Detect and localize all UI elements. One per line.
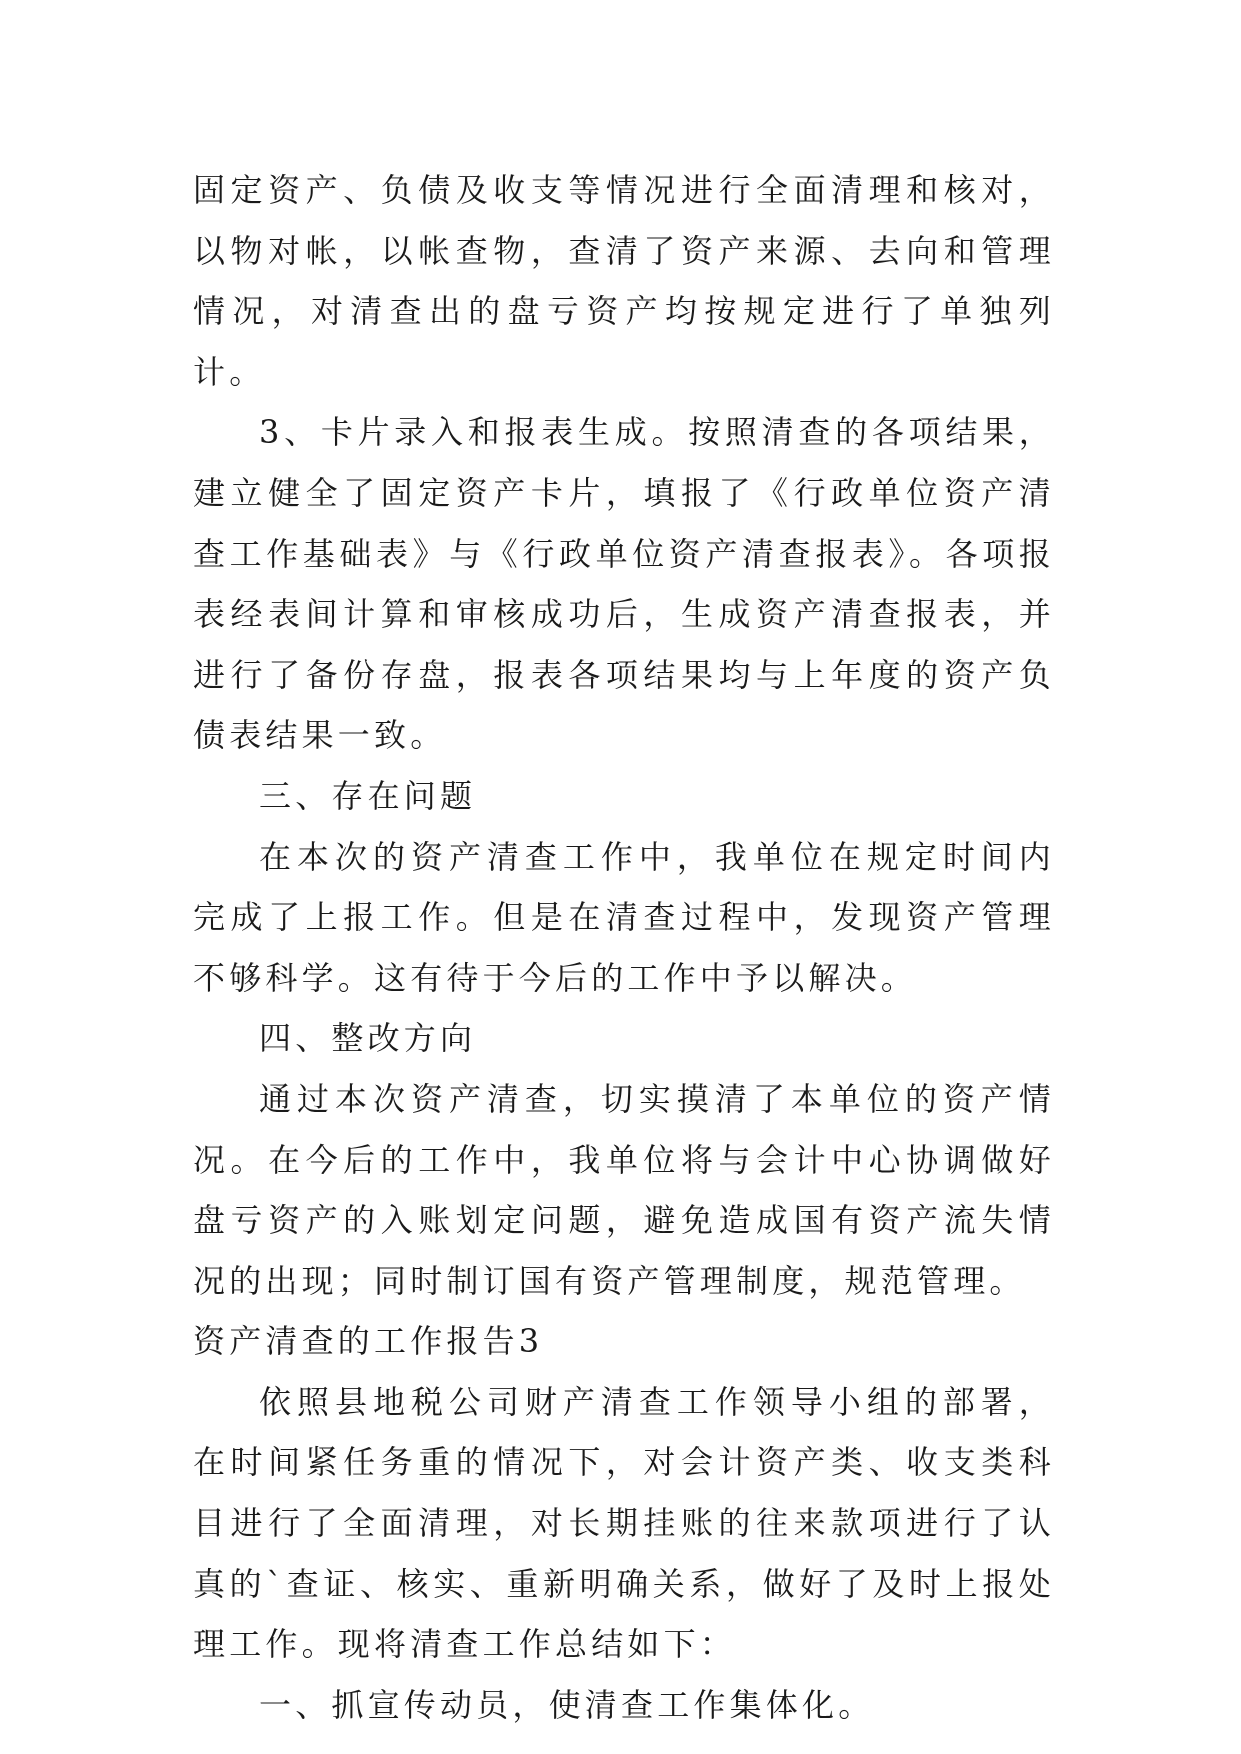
paragraph-asset-verification: 固定资产、负债及收支等情况进行全面清理和核对，以物对帐，以帐查物，查清了资产来源、去向和管理情况，对清查出的盘亏资产均按规定进行了单独列计。 — [193, 171, 1055, 391]
report-title: 资产清查的工作报告3 — [193, 1322, 544, 1361]
paragraph-rectification: 通过本次资产清查，切实摸清了本单位的资产情况。在今后的工作中，我单位将与会计中心协调做好盘亏资产的入账划定问题，避免造成国有资产流失情况的出现；同时制订国有资产管理制度，规范管理。 — [193, 1079, 1055, 1300]
document-body — [193, 160, 1055, 1735]
paragraph-card-entry: 3、卡片录入和报表生成。按照清查的各项结果，建立健全了固定资产卡片，填报了《行政单位资产清查工作基础表》与《行政单位资产清查报表》。各项报表经表间计算和审核成功后，生成资产清查报表，并进行了备份存盘，报表各项结果均与上年度的资产负债表结果一致。 — [193, 413, 1055, 755]
paragraph-report-intro: 依照县地税公司财产清查工作领导小组的部署，在时间紧任务重的情况下，对会计资产类、收支类科目进行了全面清理，对长期挂账的往来款项进行了认真的`查证、核实、重新明确关系，做好了及时上报处理工作。现将清查工作总结如下： — [193, 1382, 1055, 1664]
section-heading-problems: 三、存在问题 — [259, 776, 477, 815]
section-heading-rectification: 四、整改方向 — [259, 1019, 477, 1058]
section-heading-publicity: 一、抓宣传动员，使清查工作集体化。 — [259, 1685, 875, 1724]
paragraph-problems: 在本次的资产清查工作中，我单位在规定时间内完成了上报工作。但是在清查过程中，发现资产管理不够科学。这有待于今后的工作中予以解决。 — [193, 837, 1055, 997]
